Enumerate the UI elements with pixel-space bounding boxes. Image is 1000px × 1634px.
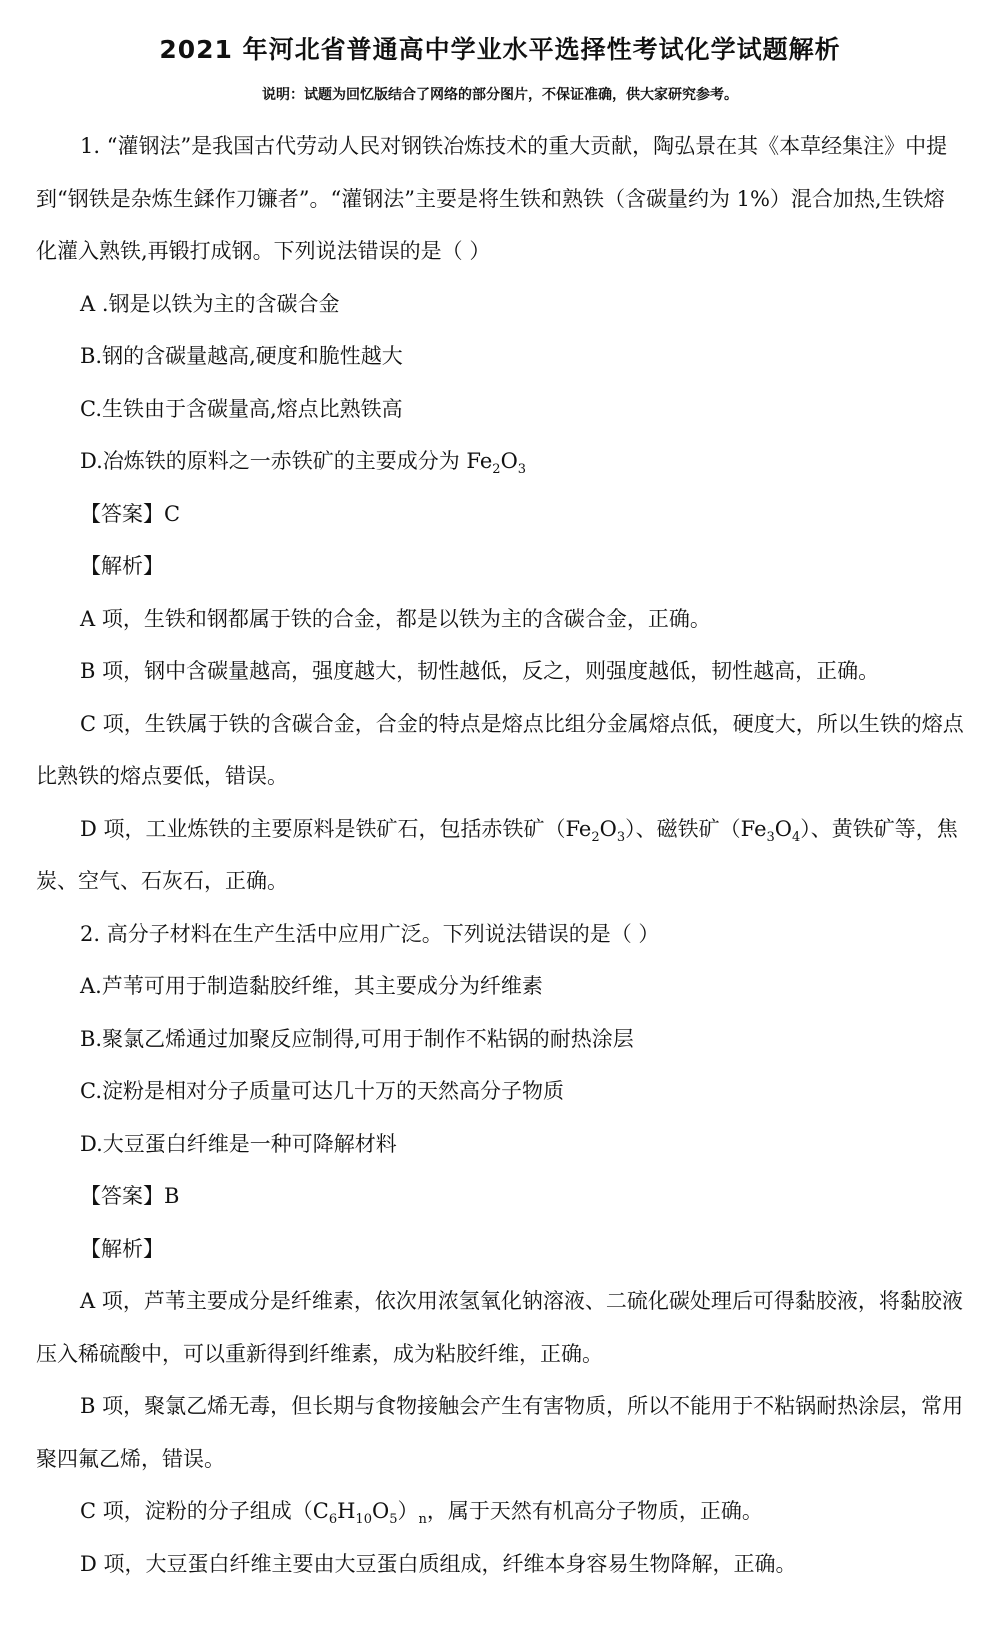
q2-explanation-b: B 项，聚氯乙烯无毒，但长期与食物接触会产生有害物质，所以不能用于不粘锅耐热涂层，常用聚四氟乙烯，错误。 — [36, 1394, 964, 1471]
q2-option-a: A.芦苇可用于制造黏胶纤维，其主要成分为纤维素 — [80, 974, 543, 998]
q2-answer: 【答案】B — [80, 1184, 180, 1208]
q1-option-b: B.钢的含碳量越高,硬度和脆性越大 — [80, 344, 403, 368]
page-title: 2021 年河北省普通高中学业水平选择性考试化学试题解析 — [159, 35, 841, 64]
q2-explanation-d: D 项，大豆蛋白纤维主要由大豆蛋白质组成，纤维本身容易生物降解，正确。 — [80, 1551, 797, 1576]
q2-stem: 2. 高分子材料在生产生活中应用广泛。下列说法错误的是（ ） — [80, 921, 660, 946]
q1-option-a: A .钢是以铁为主的含碳合金 — [80, 291, 340, 316]
q2-analysis-label: 【解析】 — [80, 1236, 164, 1261]
q2-explanation-a: A 项，芦苇主要成分是纤维素，依次用浓氢氧化钠溶液、二硫化碳处理后可得黏胶液，将黏胶液压入稀硫酸中，可以重新得到纤维素，成为粘胶纤维，正确。 — [36, 1289, 963, 1366]
q1-stem: 1. “灌钢法”是我国古代劳动人民对钢铁冶炼技术的重大贡献，陶弘景在其《本草经集注》中提到“钢铁是杂炼生鍒作刀镰者”。“灌钢法”主要是将生铁和熟铁（含碳量约为 1%）混合加热,生铁熔化灌入熟铁,再锻打成钢。下列说法错误的是（ ） — [36, 134, 948, 263]
q2-option-c: C.淀粉是相对分子质量可达几十万的天然高分子物质 — [80, 1079, 564, 1103]
q2-option-b: B.聚氯乙烯通过加聚反应制得,可用于制作不粘锅的耐热涂层 — [80, 1026, 634, 1051]
disclaimer-note: 说明：试题为回忆版结合了网络的部分图片，不保证准确，供大家研究参考。 — [262, 87, 738, 103]
q2-explanation-c: C 项，淀粉的分子组成$(C_6H_{10}O_5)_n$，属于天然有机高分子物质，正确。 — [80, 1499, 763, 1528]
q1-answer: 【答案】C — [80, 501, 181, 526]
q1-explanation-d: D 项，工业炼铁的主要原料是铁矿石，包括赤铁矿$(Fe_2O_3)$、磁铁矿$(Fe_3O_4)$、黄铁矿等，焦炭、空气、石灰石，正确。 — [36, 816, 958, 893]
q1-explanation-a: A 项，生铁和钢都属于铁的合金，都是以铁为主的含碳合金，正确。 — [80, 606, 711, 631]
q1-analysis-label: 【解析】 — [80, 554, 164, 578]
q1-option-c: C.生铁由于含碳量高,熔点比熟铁高 — [80, 396, 403, 421]
q1-explanation-b: B 项，钢中含碳量越高，强度越大，韧性越低，反之，则强度越低，韧性越高，正确。 — [80, 659, 880, 683]
q2-option-d: D.大豆蛋白纤维是一种可降解材料 — [80, 1131, 397, 1156]
q1-option-d: D.冶炼铁的原料之一赤铁矿的主要成分为 $Fe_2O_3$ — [80, 449, 527, 478]
q1-explanation-c: C 项，生铁属于铁的含碳合金，合金的特点是熔点比组分金属熔点低，硬度大，所以生铁的熔点比熟铁的熔点要低，错误。 — [36, 711, 964, 788]
